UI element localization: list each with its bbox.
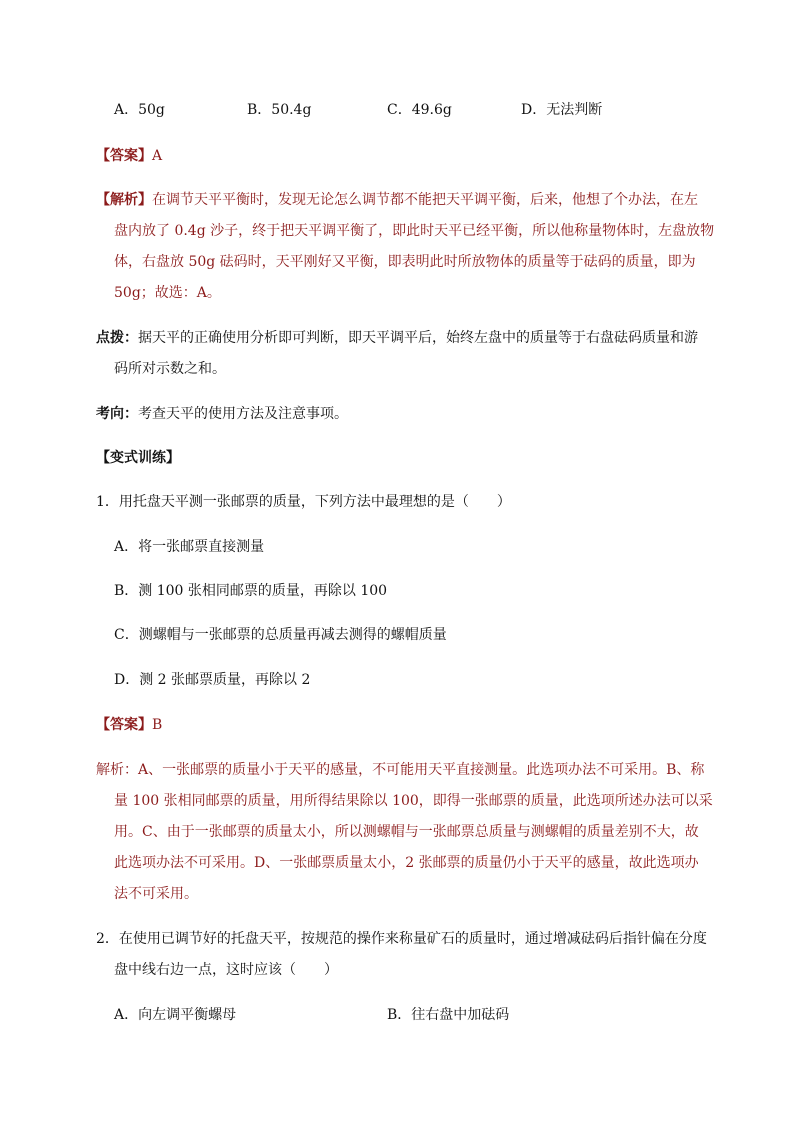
q2-stem-line-2: 盘中线右边一点，这时应该（ ） [114,962,338,978]
q0-focus [96,404,348,424]
q1-option-d: D．测 2 张邮票质量，再除以 2 [114,672,311,688]
q2-stem-line-1: 2．在使用已调节好的托盘天平，按规范的操作来称量矿石的质量时，通过增减砝码后指针偏在分度 [96,931,707,947]
q0-option-c: C．49.6g [387,102,452,118]
q1-option-a: A．将一张邮票直接测量 [114,539,265,555]
q0-options [0,100,794,120]
q2-options [0,1005,794,1025]
q0-option-a: A．50g [114,102,165,118]
q0-analysis-line-4: 50g；故选：A。 [114,285,221,301]
answer-tag: 【答案】 [96,148,152,164]
q1-option-c: C．测螺帽与一张邮票的总质量再减去测得的螺帽质量 [114,627,447,643]
q2-option-a: A．向左调平衡螺母 [114,1007,237,1023]
focus-tag: 考向： [96,406,138,422]
q1-analysis-line-4: 此选项办法不可采用。D、一张邮票质量太小，2 张邮票的质量仍小于天平的感量，故此选项办 [114,855,699,871]
q1-analysis-line-5: 法不可采用。 [114,886,198,902]
tip-tag: 点拨： [96,330,138,346]
answer-value: B [152,717,163,733]
q0-analysis-line-2: 盘内放了 0.4g 沙子，终于把天平调平衡了，即此时天平已经平衡，所以他称量物体时，左盘放物 [114,223,715,239]
q1-analysis-line-2: 量 100 张相同邮票的质量，用所得结果除以 100，即得一张邮票的质量，此选项所述办法可以采 [114,793,713,809]
q0-answer [96,146,162,166]
q0-option-d: D．无法判断 [521,102,603,118]
q0-analysis-line-3: 体，右盘放 50g 砝码时，天平刚好又平衡，即表明此时所放物体的质量等于砝码的质量，即为 [114,254,696,270]
q0-option-b: B．50.4g [247,102,312,118]
q1-analysis-line-1: 解析：A、一张邮票的质量小于天平的感量，不可能用天平直接测量。此选项办法不可采用。B、称 [96,762,705,778]
analysis-tag: 【解析】 [96,192,152,208]
q1-option-b: B．测 100 张相同邮票的质量，再除以 100 [114,583,388,599]
q0-tip-line-1 [96,328,698,348]
q2-option-b: B．往右盘中加砝码 [387,1007,510,1023]
q1-stem: 1．用托盘天平测一张邮票的质量，下列方法中最理想的是（ ） [96,494,511,510]
q0-analysis-line-1 [96,190,698,210]
answer-value: A [152,148,163,164]
tip-text: 据天平的正确使用分析即可判断，即天平调平后，始终左盘中的质量等于右盘砝码质量和游 [138,330,698,346]
q1-analysis-line-3: 用。C、由于一张邮票的质量太小，所以测螺帽与一张邮票总质量与测螺帽的质量差别不大，故 [114,824,699,840]
section-title: 【变式训练】 [96,450,180,466]
answer-tag: 【答案】 [96,717,152,733]
q1-answer [96,715,162,735]
q0-tip-line-2: 码所对示数之和。 [114,361,226,377]
analysis-text: 在调节天平平衡时，发现无论怎么调节都不能把天平调平衡，后来，他想了个办法，在左 [152,192,698,208]
focus-text: 考查天平的使用方法及注意事项。 [138,406,348,422]
